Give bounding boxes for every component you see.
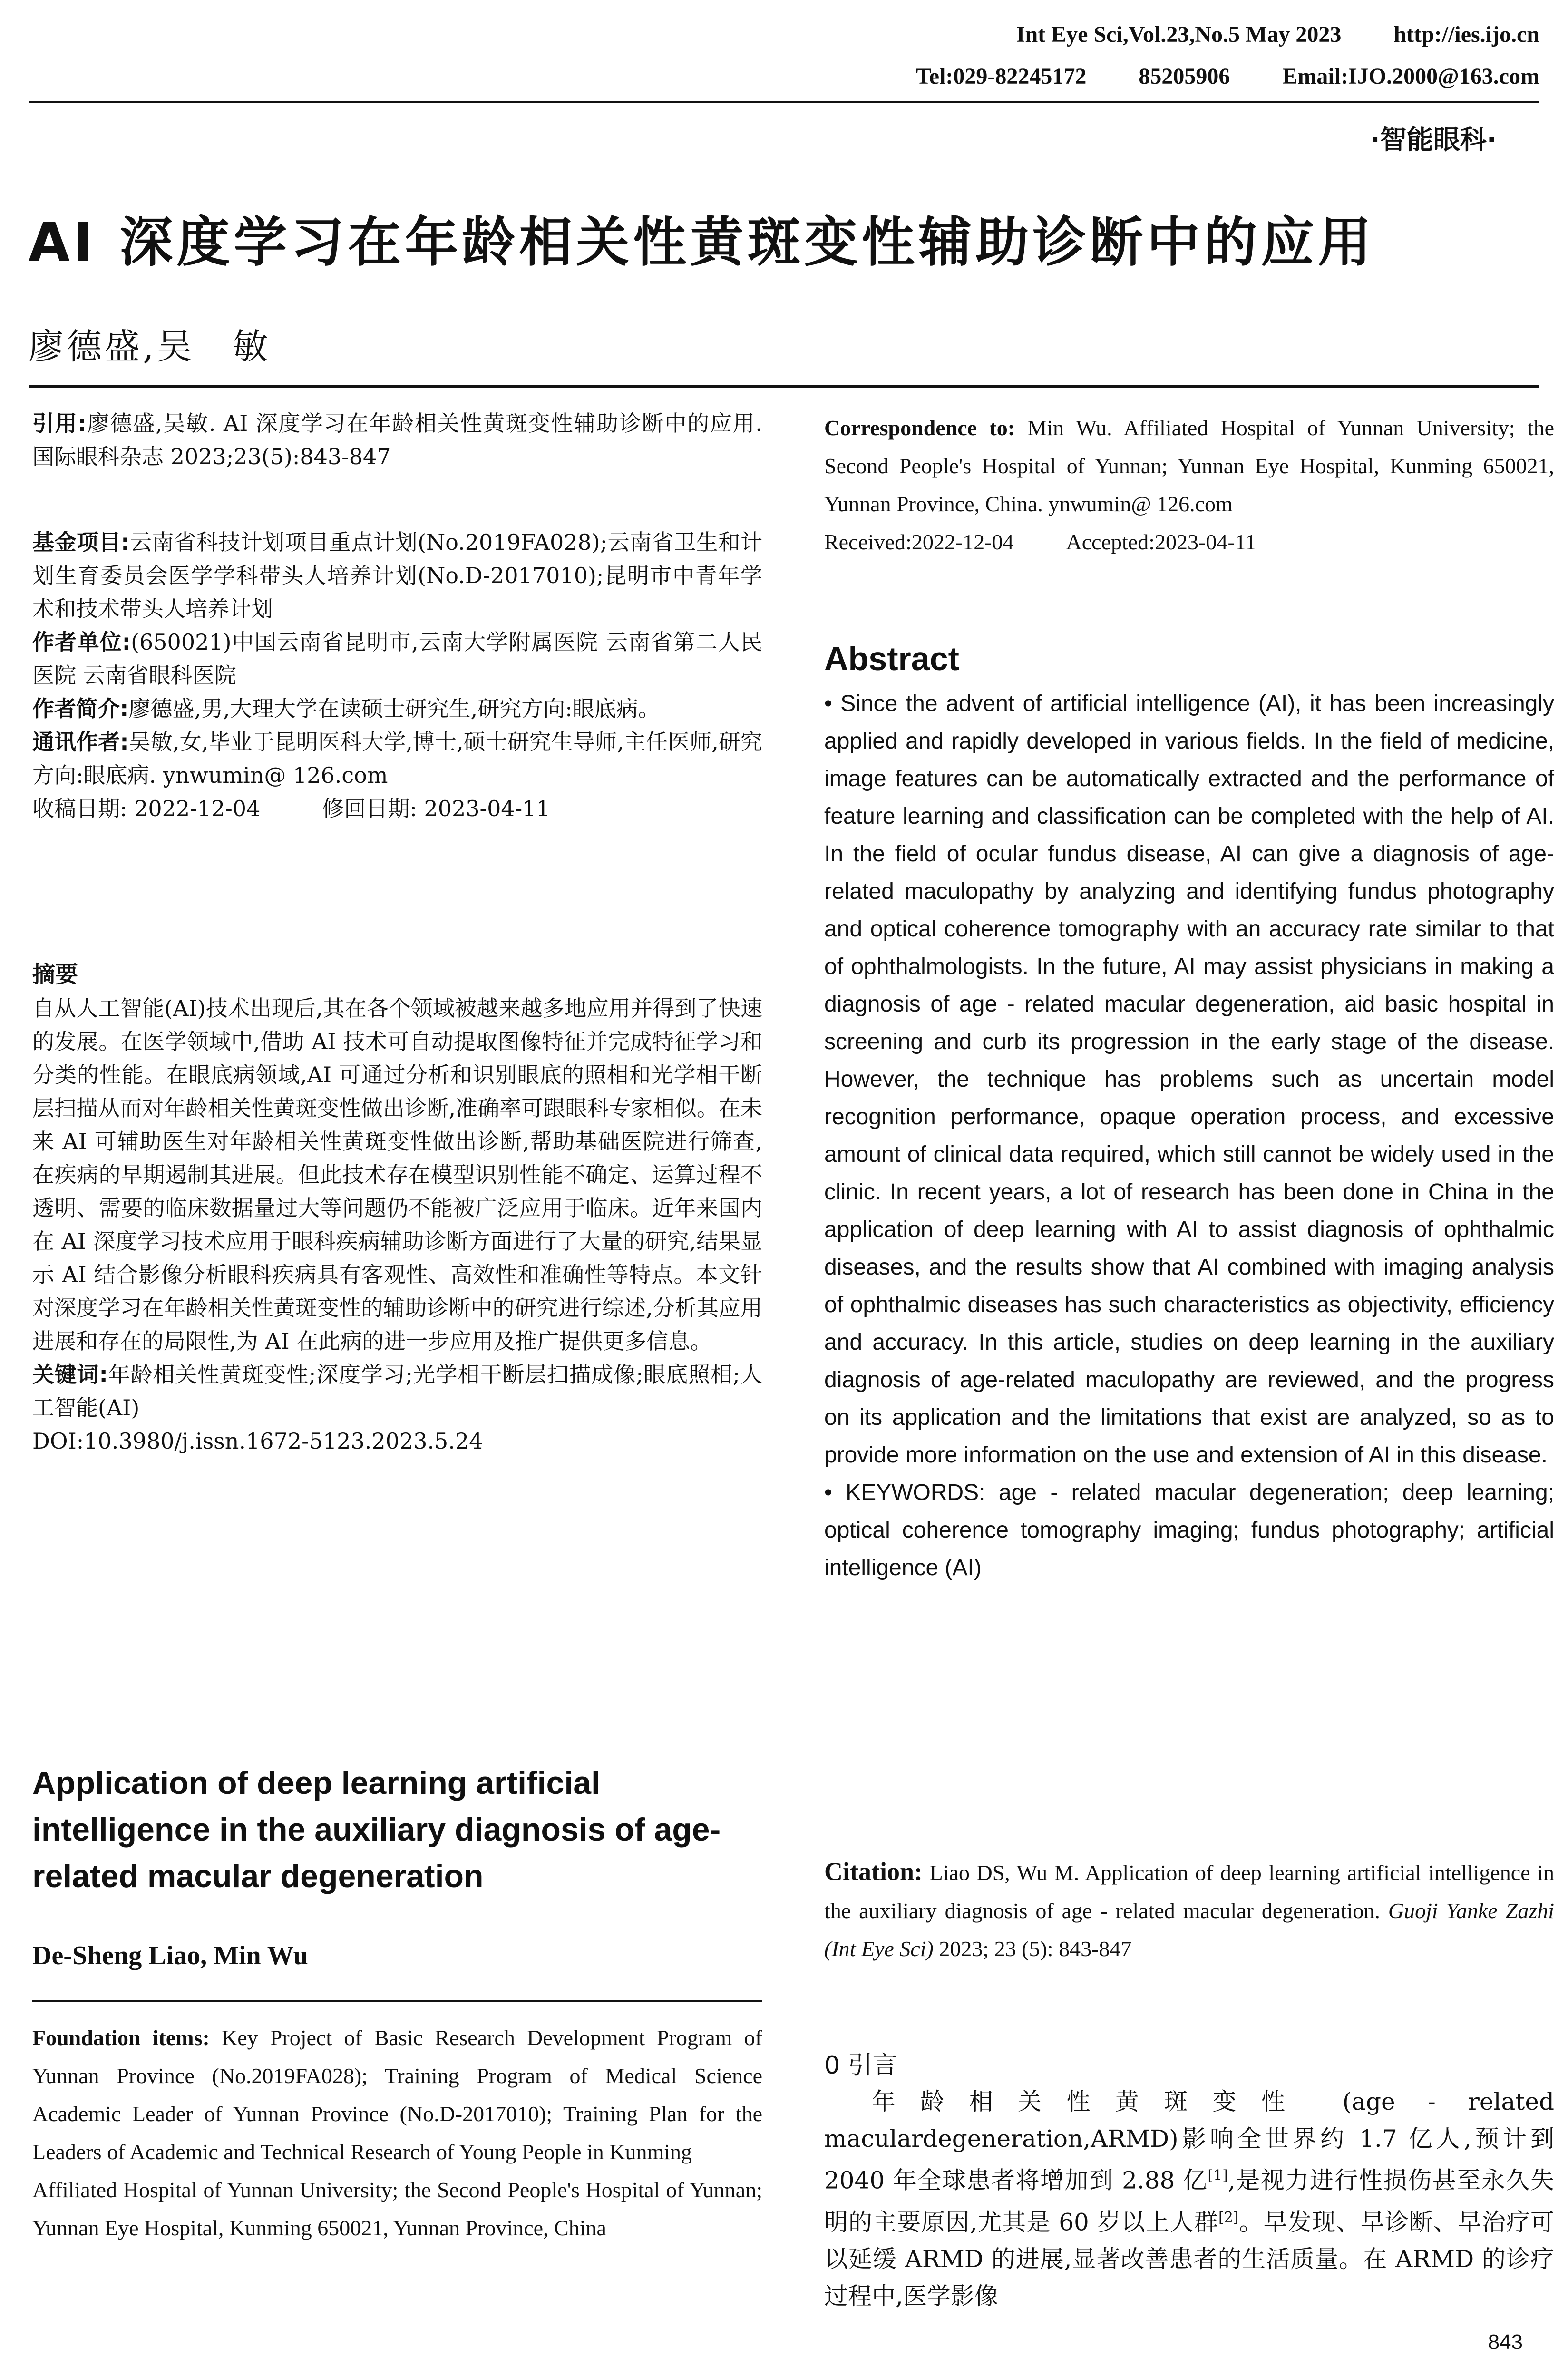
journal-header-line2 [916, 61, 1539, 92]
journal-tel: Tel:029-82245172 [916, 64, 1087, 89]
dates-cn [32, 792, 762, 825]
citation-en-tail: 2023; 23 (5): 843-847 [939, 1937, 1132, 1961]
fund-cn-text: 云南省科技计划项目重点计划(No.2019FA028);云南省卫生和计划生育委员会医学学科带头人培养计划(No.D-2017010);昆明市中青年学术和技术带头人培养计划 [32, 529, 762, 622]
keywords-en-text: age - related macular degeneration; deep learning; optical coherence tomography imaging; fundus photography; artificial intelligence (AI) [824, 1480, 1555, 1580]
keywords-cn [32, 1358, 762, 1424]
keywords-en [824, 1474, 1554, 1587]
intro-ref-2: [2] [1218, 2209, 1239, 2226]
section-tag: ·智能眼科· [1370, 125, 1497, 156]
bio-cn [32, 692, 762, 725]
authors-en: De-Sheng Liao, Min Wu [32, 1941, 308, 1970]
authors-rule [32, 2000, 762, 2002]
citation-en-journal: Guoji Yanke Zazhi (Int Eye Sci) [824, 1899, 1555, 1961]
header-rule [29, 101, 1539, 103]
correspondence-label: Correspondence to: [824, 416, 1015, 440]
doi: DOI:10.3980/j.issn.1672-5123.2023.5.24 [32, 1428, 483, 1454]
journal-url: http://ies.ijo.cn [1393, 22, 1539, 47]
abstract-en-text: • Since the advent of artificial intelligence (AI), it has been increasingly applied and rapidly developed in various fields. In the field of medicine, image features can be automatically extracted and the performance of feature learning and classification can be completed with the help of AI. In the field of ocular fundus disease, AI can give a diagnosis of age-related maculopathy by analyzing and identifying fundus photography and optical coherence tomography with an accuracy rate similar to that of ophthalmologists. In the future, AI may assist physicians in making a diagnosis of age - related macular degeneration, aid basic hospital in screening and curb its progression in the early stage of the disease. However, the technique has problems such as uncertain model recognition performance, opaque operation process, and excessive amount of clinical data required, which still cannot be widely used in the clinic. In recent years, a lot of research has been done in China in the application of deep learning with AI to assist diagnosis of ophthalmic diseases, and the results show that AI combined with imaging analysis of ophthalmic diseases has such characteristics as objectivity, efficiency and accuracy. In this article, studies on deep learning in the auxiliary diagnosis of age-related maculopathy are reviewed, and the progress on its application and the limitations that exist are analyzed, so as to provide more information on the use and extension of AI in this disease. [824, 691, 1554, 1468]
keywords-cn-text: 年龄相关性黄斑变性;深度学习;光学相干断层扫描成像;眼底照相;人工智能(AI) [32, 1362, 762, 1421]
intro-text-2: ,是视力进行性损伤甚至永久失明的主要原因,尤其是 60 岁以上人群 [824, 2166, 1554, 2236]
foundation-en [32, 2019, 762, 2247]
affiliation-en: Affiliated Hospital of Yunnan University; the Second People's Hospital of Yunnan; Yunnan Eye Hospital, Kunming 650021, Yunnan Province, China [32, 2178, 762, 2240]
journal-email: Email:IJO.2000@163.com [1282, 64, 1539, 89]
abstract-cn-text: 自从人工智能(AI)技术出现后,其在各个领域被越来越多地应用并得到了快速的发展。在医学领域中,借助 AI 技术可自动提取图像特征并完成特征学习和分类的性能。在眼底病领域,AI 可通过分析和识别眼底的照相和光学相干断层扫描从而对年龄相关性黄斑变性做出诊断,准确率可跟眼科专家相似。在未来 AI 可辅助医生对年龄相关性黄斑变性做出诊断,帮助基础医院进行筛查,在疾病的早期遏制其进展。但此技术存在模型识别性能不确定、运算过程不透明、需要的临床数据量过大等问题仍不能被广泛应用于临床。近年来国内在 AI 深度学习技术应用于眼科疾病辅助诊断方面进行了大量的研究,结果显示 AI 结合影像分析眼科疾病具有客观性、高效性和准确性等特点。本文针对深度学习在年龄相关性黄斑变性的辅助诊断中的研究进行综述,分析其应用进展和存在的局限性,为 AI 在此病的进一步应用及推广提供更多信息。 [32, 995, 762, 1354]
intro-text-1: 年龄相关性黄斑变性 (age - related maculardegeneration,ARMD)影响全世界约 1.7 亿人,预计到 2040 年全球患者将增加到 2.88 亿 [824, 2088, 1554, 2194]
unit-cn-label: 作者单位: [32, 629, 131, 655]
journal-header-line1 [1016, 19, 1539, 50]
correspondence-text: Min Wu. Affiliated Hospital of Yunnan University; the Second People's Hospital of Yunnan; Yunnan Eye Hospital, Kunming 650021, Yunnan Province, China. ynwumin@ 126.com [824, 416, 1554, 516]
citation-en-label: Citation: [824, 1857, 923, 1886]
citation-cn-label: 引用: [32, 410, 87, 436]
paper-title-en: Application of deep learning artificial intelligence in the auxiliary diagnosis of age-related macular degeneration [32, 1765, 721, 1894]
corr-cn [32, 725, 762, 792]
keywords-en-label: • KEYWORDS: [824, 1480, 985, 1505]
unit-cn [32, 625, 762, 692]
abstract-cn-block [32, 992, 762, 1458]
revised-cn: 修回日期: 2023-04-11 [322, 796, 550, 821]
citation-cn-text: 廖德盛,吴敏. AI 深度学习在年龄相关性黄斑变性辅助诊断中的应用. 国际眼科杂志 2023;23(5):843-847 [32, 410, 762, 469]
article-info-cn [32, 526, 762, 825]
unit-cn-text: (650021)中国云南省昆明市,云南大学附属医院 云南省第二人民医院 云南省眼科医院 [32, 629, 762, 688]
corr-cn-label: 通讯作者: [32, 729, 129, 755]
bio-cn-text: 廖德盛,男,大理大学在读硕士研究生,研究方向:眼底病。 [128, 696, 660, 721]
abstract-cn-heading: 摘要 [32, 961, 78, 988]
page-number: 843 [1488, 2330, 1523, 2354]
corr-cn-text: 吴敏,女,毕业于昆明医科大学,博士,硕士研究生导师,主任医师,研究方向:眼底病. ynwumin@ 126.com [32, 729, 763, 788]
foundation-en-label: Foundation items: [32, 2026, 210, 2050]
citation-cn [32, 407, 762, 473]
authors-cn: 廖德盛,吴 敏 [29, 326, 271, 367]
intro-paragraph [824, 2083, 1554, 2315]
foundation-en-text: Key Project of Basic Research Development Program of Yunnan Province (No.2019FA028); Training Program of Medical Science Academic Leader of Yunnan Province (No.D-2017010); Training Plan for the Leaders of Academic and Technical Research of Young People in Kunming [32, 2026, 762, 2164]
keywords-cn-label: 关键词: [32, 1362, 108, 1387]
journal-tel2: 85205906 [1139, 64, 1230, 89]
citation-en [824, 1852, 1554, 1968]
intro-heading: 0 引言 [824, 2051, 897, 2080]
received-en: Received:2022-12-04 [824, 530, 1014, 554]
abstract-en-block [824, 685, 1554, 1587]
dates-en [824, 523, 1554, 561]
received-cn: 收稿日期: 2022-12-04 [32, 796, 261, 821]
citation-en-text: Liao DS, Wu M. Application of deep learning artificial intelligence in the auxiliary diagnosis of age - related macular degeneration. [824, 1861, 1555, 1923]
accepted-en: Accepted:2023-04-11 [1066, 530, 1256, 554]
paper-title-cn: AI 深度学习在年龄相关性黄斑变性辅助诊断中的应用 [29, 212, 1375, 273]
title-rule [29, 385, 1539, 388]
journal-info: Int Eye Sci,Vol.23,No.5 May 2023 [1016, 22, 1342, 47]
abstract-en-heading: Abstract [824, 640, 959, 677]
intro-text-3: 。早发现、早诊断、早治疗可以延缓 ARMD 的进展,显著改善患者的生活质量。在 ARMD 的诊疗过程中,医学影像 [824, 2208, 1554, 2310]
fund-cn-label: 基金项目: [32, 529, 130, 555]
bio-cn-label: 作者简介: [32, 696, 129, 721]
fund-cn [32, 526, 762, 625]
intro-ref-1: [1] [1208, 2167, 1228, 2184]
correspondence-en [824, 409, 1554, 561]
